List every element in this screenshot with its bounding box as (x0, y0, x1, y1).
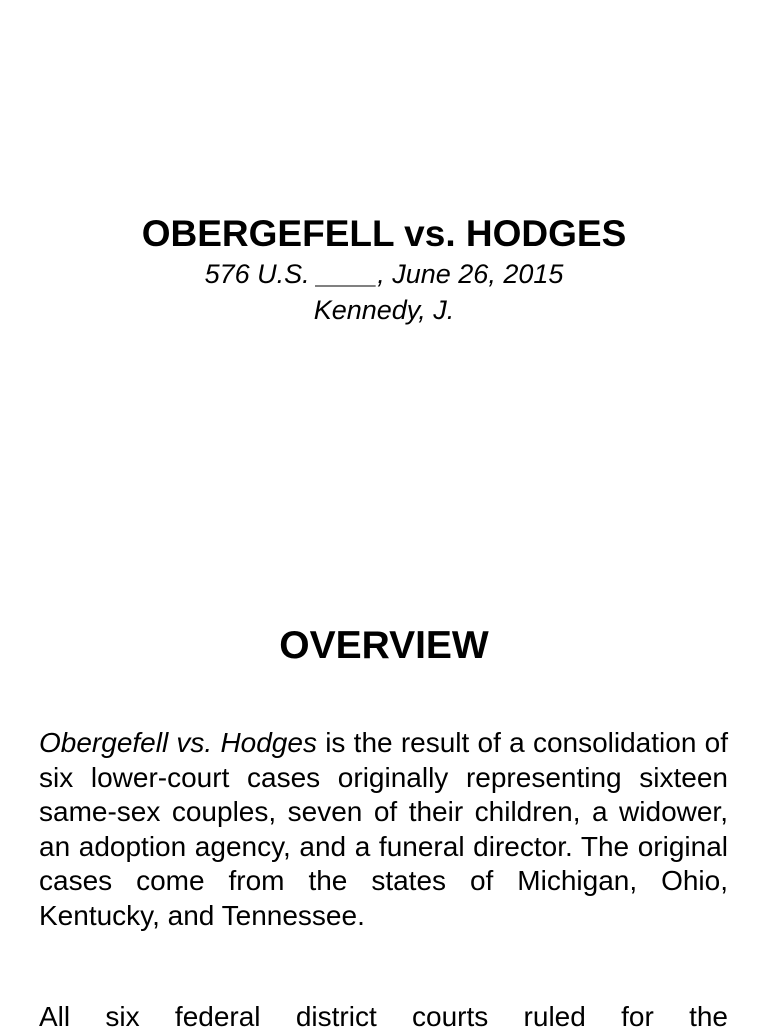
case-name-italic: Obergefell vs. Hodges (39, 727, 317, 758)
title-block (0, 212, 768, 328)
overview-paragraph-1 (39, 726, 728, 934)
case-title: OBERGEFELL vs. HODGES (141, 213, 627, 254)
case-citation: 576 U.S. ____, June 26, 2015 (204, 259, 564, 289)
overview-heading: OVERVIEW (279, 624, 489, 667)
paragraph-1-text: is the result of a consolidation of six lower-court cases originally representing sixteen same-sex couples, seven of their children, a widower, an adoption agency, and a funeral director. The original cases come from the states of Michigan, Ohio, Kentucky, and Tennessee. (39, 727, 728, 931)
overview-paragraph-2: All six federal district courts ruled for the (39, 1001, 728, 1032)
opinion-author: Kennedy, J. (313, 295, 455, 325)
